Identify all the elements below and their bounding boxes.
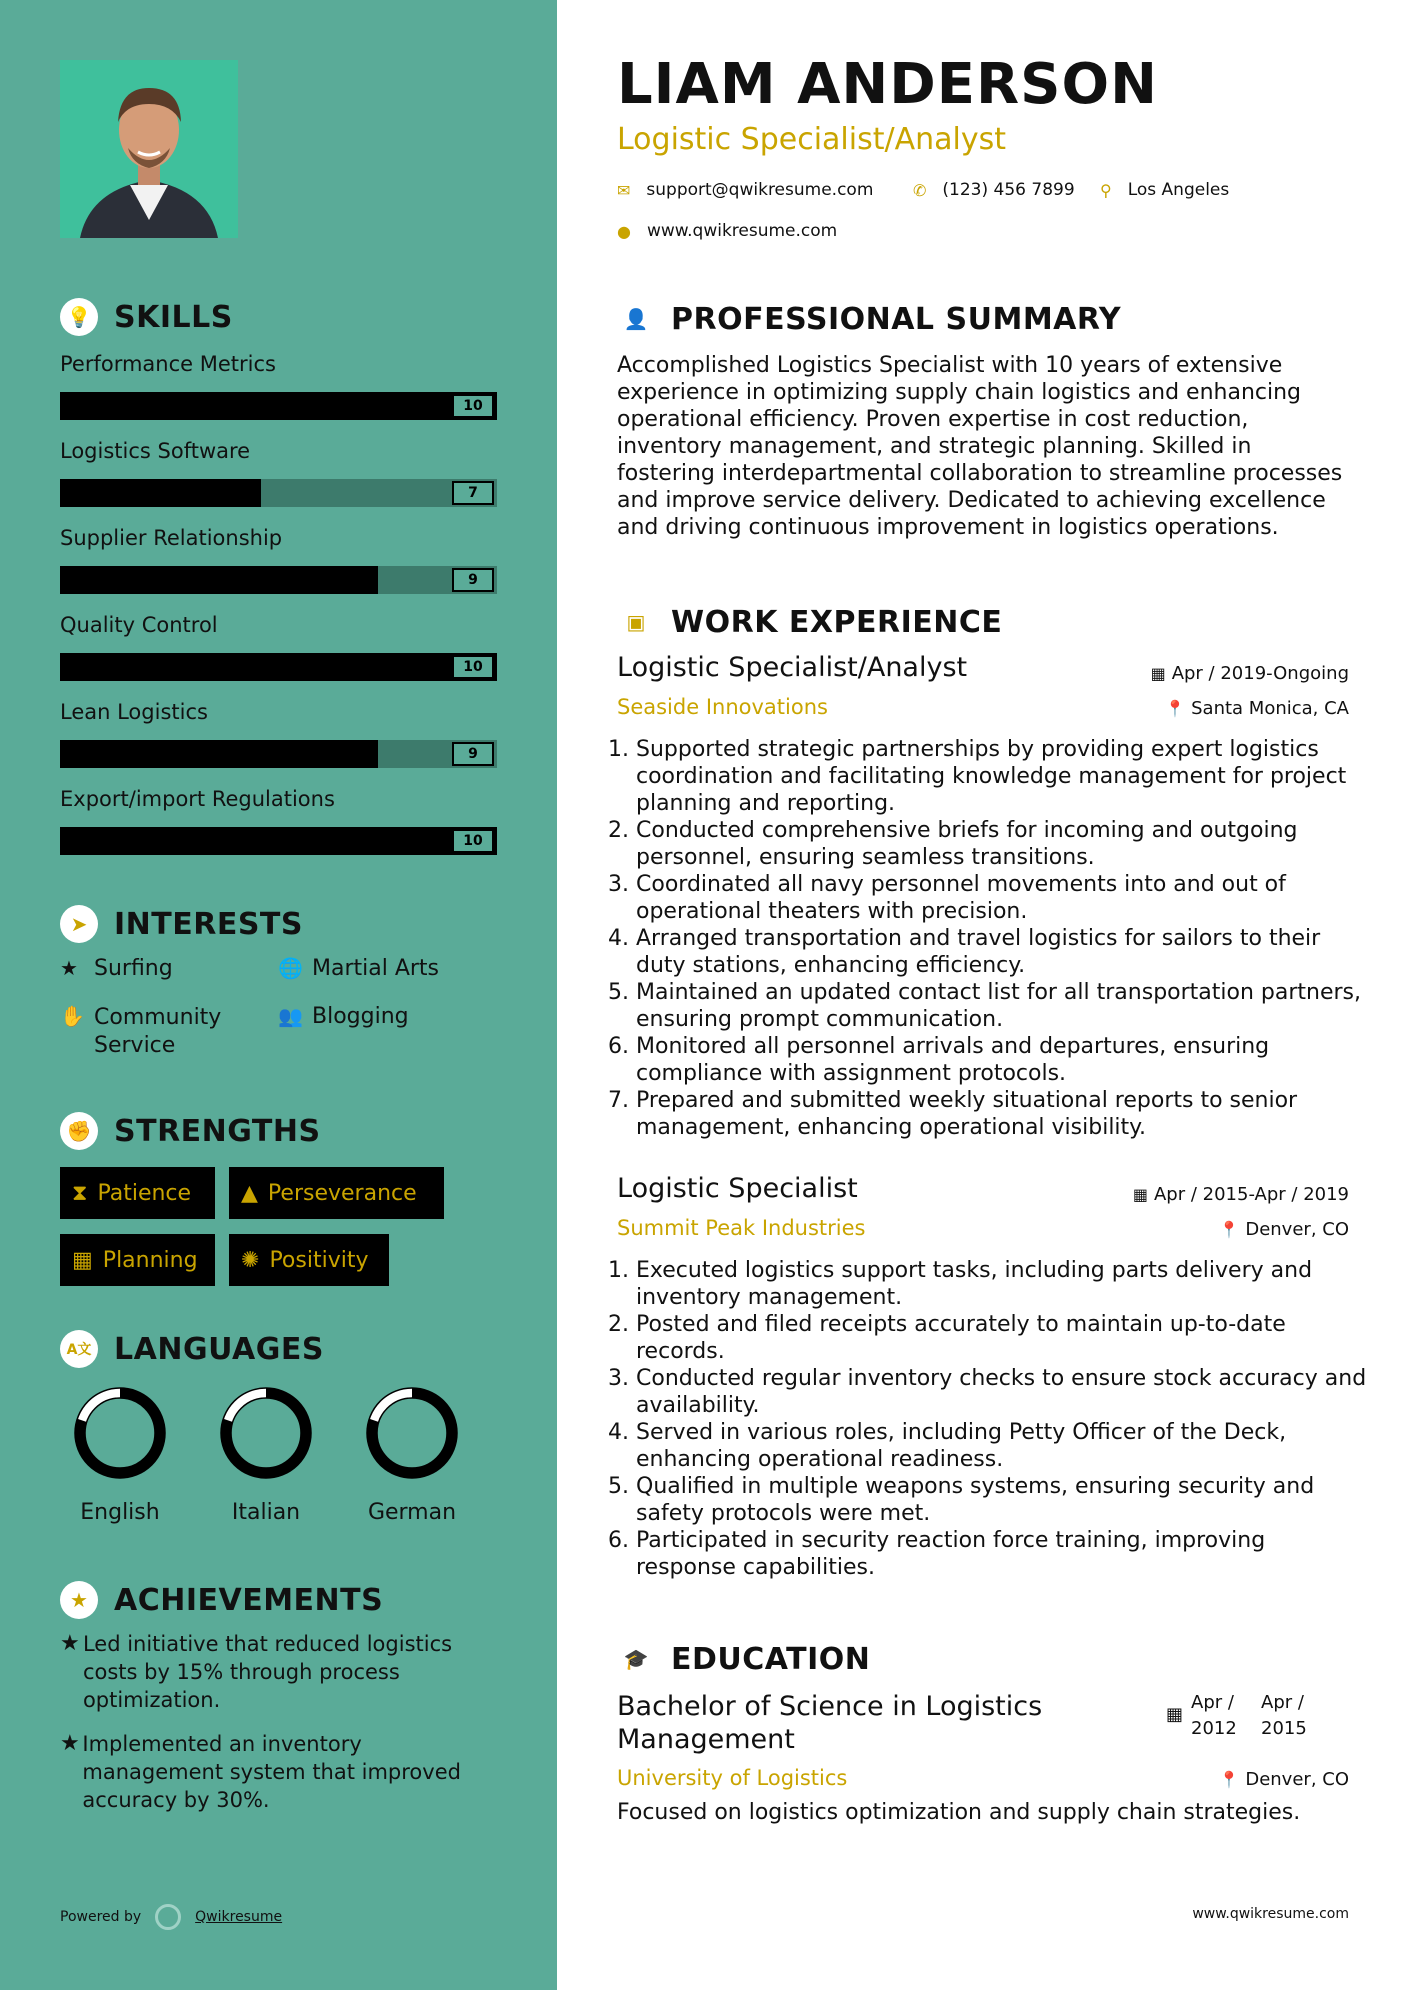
star-icon: ★ bbox=[60, 1731, 80, 1756]
education-location bbox=[1219, 1769, 1349, 1790]
globe-icon: ● bbox=[617, 221, 631, 241]
job-title: Logistic Specialist/Analyst bbox=[617, 652, 968, 683]
user-icon: 👤 bbox=[617, 300, 655, 338]
paper-plane-icon: ➤ bbox=[60, 905, 98, 943]
brand-logo-icon bbox=[155, 1904, 181, 1930]
skill-name: Logistics Software bbox=[60, 439, 251, 463]
job-location bbox=[1219, 1219, 1349, 1240]
job-bullet: 6. Participated in security reaction force training, improving response capabilities. bbox=[636, 1527, 1371, 1581]
job-bullets bbox=[612, 1257, 1371, 1581]
fist-icon: ✊ bbox=[60, 1112, 98, 1150]
language-label: Italian bbox=[231, 1500, 301, 1525]
education-heading bbox=[617, 1640, 870, 1678]
job-company: Summit Peak Industries bbox=[617, 1216, 866, 1240]
job-bullets bbox=[612, 736, 1371, 1141]
strength-badge bbox=[229, 1167, 444, 1219]
skill-bar bbox=[60, 392, 497, 420]
strength-badge bbox=[60, 1167, 215, 1219]
skill-bar bbox=[60, 566, 497, 594]
trophy-star-icon: ★ bbox=[60, 1581, 98, 1619]
candidate-role: Logistic Specialist/Analyst bbox=[617, 122, 1007, 157]
calendar-icon: ▦ bbox=[1132, 1185, 1148, 1204]
job-company: Seaside Innovations bbox=[617, 695, 828, 719]
email-contact bbox=[617, 180, 873, 200]
skill-bar-fill bbox=[60, 827, 497, 855]
briefcase-icon: ▣ bbox=[617, 603, 655, 641]
skill-name: Supplier Relationship bbox=[60, 526, 283, 550]
interest-item bbox=[60, 956, 173, 981]
envelope-icon: ✉ bbox=[617, 180, 631, 200]
interest-label: Blogging bbox=[312, 1004, 409, 1029]
school-name: University of Logistics bbox=[617, 1766, 848, 1790]
date-separator bbox=[1247, 1710, 1261, 1742]
job-bullet: 7. Prepared and submitted weekly situational reports to senior management, enhancing operational visibility. bbox=[636, 1087, 1371, 1141]
education-description: Focused on logistics optimization and supply chain strategies. bbox=[617, 1800, 1301, 1825]
skill-level-badge: 10 bbox=[452, 829, 494, 853]
job-bullet: 2. Conducted comprehensive briefs for incoming and outgoing personnel, ensuring seamless transitions. bbox=[636, 817, 1371, 871]
interest-item bbox=[278, 1004, 409, 1029]
experience-heading bbox=[617, 603, 1002, 641]
pin-icon: 📍 bbox=[1219, 1770, 1240, 1789]
language-label: English bbox=[80, 1500, 160, 1525]
calendar-icon: ▦ bbox=[1166, 1704, 1184, 1725]
road-icon: ▲ bbox=[241, 1180, 258, 1206]
translate-icon: A文 bbox=[60, 1330, 98, 1368]
phone-icon: ✆ bbox=[913, 180, 927, 200]
website-text[interactable]: www.qwikresume.com bbox=[646, 221, 838, 241]
profile-photo bbox=[60, 60, 238, 238]
language-ring bbox=[72, 1385, 168, 1485]
skill-bar bbox=[60, 740, 497, 768]
skill-name: Quality Control bbox=[60, 613, 218, 637]
job-title: Logistic Specialist bbox=[617, 1173, 858, 1204]
job-dates bbox=[1151, 663, 1349, 684]
globe-icon: 🌐 bbox=[278, 956, 303, 980]
skill-bar bbox=[60, 827, 497, 855]
email-text[interactable]: support@qwikresume.com bbox=[646, 180, 874, 200]
language-ring bbox=[364, 1385, 460, 1485]
job-bullet: 5. Qualified in multiple weapons systems, ensuring security and safety protocols were met. bbox=[636, 1473, 1371, 1527]
interest-item bbox=[60, 1004, 260, 1060]
job-bullet: 3. Conducted regular inventory checks to ensure stock accuracy and availability. bbox=[636, 1365, 1371, 1419]
footer-url[interactable]: www.qwikresume.com bbox=[1192, 1906, 1349, 1922]
skill-bar-fill bbox=[60, 392, 497, 420]
job-location bbox=[1165, 698, 1349, 719]
strength-label: Planning bbox=[102, 1247, 198, 1273]
pin-icon: 📍 bbox=[1165, 699, 1186, 718]
calendar-icon: ▦ bbox=[1150, 664, 1166, 683]
education-end: Apr / 2015 bbox=[1261, 1692, 1307, 1739]
job-bullet: 2. Posted and filed receipts accurately to maintain up-to-date records. bbox=[636, 1311, 1371, 1365]
job-dates-text: Apr / 2015-Apr / 2019 bbox=[1153, 1184, 1349, 1205]
lightbulb-icon: 💡 bbox=[60, 298, 98, 336]
job-bullet: 5. Maintained an updated contact list for all transportation partners, ensuring prompt communication. bbox=[636, 979, 1371, 1033]
star-icon: ★ bbox=[60, 1631, 80, 1656]
skill-bar-fill bbox=[60, 740, 378, 768]
job-bullet: 6. Monitored all personnel arrivals and departures, ensuring compliance with assignment protocols. bbox=[636, 1033, 1371, 1087]
hand-icon: ✋ bbox=[60, 1004, 85, 1028]
pin-icon: 📍 bbox=[1219, 1220, 1240, 1239]
location-text: Los Angeles bbox=[1127, 180, 1230, 200]
job-bullet: 1. Executed logistics support tasks, including parts delivery and inventory management. bbox=[636, 1257, 1371, 1311]
candidate-name: LIAM ANDERSON bbox=[617, 52, 1158, 117]
job-bullet: 4. Served in various roles, including Petty Officer of the Deck, enhancing operational readiness. bbox=[636, 1419, 1371, 1473]
sidebar bbox=[0, 0, 557, 1990]
summary-text: Accomplished Logistics Specialist with 10 years of extensive experience in optimizing supply chain logistics and enhancing operational efficiency. Proven expertise in cost reduction, inventory management, and strategic planning. Skilled in fostering interdepartmental collaboration to streamline processes and improve service delivery. Dedicated to achieving excellence and driving continuous improvement in logistics operations. bbox=[617, 353, 1343, 540]
interest-label: Martial Arts bbox=[312, 956, 440, 981]
languages-title: LANGUAGES bbox=[114, 1331, 324, 1367]
education-location-text: Denver, CO bbox=[1245, 1769, 1349, 1790]
achievement-text: Led initiative that reduced logistics costs by 15% through process optimization. bbox=[82, 1632, 453, 1712]
interests-title: INTERESTS bbox=[114, 906, 303, 942]
graduate-icon: 🎓 bbox=[617, 1640, 655, 1678]
job-location-text: Santa Monica, CA bbox=[1191, 698, 1349, 719]
map-pin-icon: ⚲ bbox=[1100, 180, 1112, 200]
sun-icon: ✺ bbox=[241, 1247, 260, 1273]
hourglass-icon: ⧗ bbox=[72, 1180, 88, 1206]
phone-text[interactable]: (123) 456 7899 bbox=[942, 180, 1075, 200]
interest-label: Community Service bbox=[94, 1005, 222, 1058]
calendar-icon: ▦ bbox=[72, 1247, 93, 1273]
skill-name: Lean Logistics bbox=[60, 700, 208, 724]
skill-bar-fill bbox=[60, 653, 497, 681]
job-location-text: Denver, CO bbox=[1245, 1219, 1349, 1240]
skill-level-badge: 7 bbox=[452, 481, 494, 505]
interest-item bbox=[278, 956, 439, 981]
strength-label: Perseverance bbox=[267, 1180, 417, 1206]
job-dates-text: Apr / 2019-Ongoing bbox=[1171, 663, 1349, 684]
skills-title: SKILLS bbox=[114, 299, 233, 335]
achievement-item bbox=[60, 1630, 500, 1714]
experience-title: WORK EXPERIENCE bbox=[671, 604, 1003, 640]
job-bullet: 4. Arranged transportation and travel logistics for sailors to their duty stations, enhancing efficiency. bbox=[636, 925, 1371, 979]
summary-heading bbox=[617, 300, 1121, 338]
achievement-text: Implemented an inventory management system that improved accuracy by 30%. bbox=[82, 1732, 461, 1812]
strength-badge bbox=[60, 1234, 215, 1286]
skill-name: Performance Metrics bbox=[60, 352, 276, 376]
job-bullet: 3. Coordinated all navy personnel movements into and out of operational theaters with precision. bbox=[636, 871, 1371, 925]
education-start: Apr / 2012 bbox=[1191, 1692, 1237, 1739]
strengths-title: STRENGTHS bbox=[114, 1113, 321, 1149]
achievements-heading bbox=[60, 1581, 383, 1619]
skill-bar-fill bbox=[60, 566, 378, 594]
skill-level-badge: 9 bbox=[452, 568, 494, 592]
language-label: German bbox=[367, 1500, 457, 1525]
skill-bar bbox=[60, 479, 497, 507]
languages-heading bbox=[60, 1330, 324, 1368]
skill-level-badge: 9 bbox=[452, 742, 494, 766]
users-icon: 👥 bbox=[278, 1004, 303, 1028]
job-dates bbox=[1133, 1184, 1349, 1205]
skill-name: Export/import Regulations bbox=[60, 787, 335, 811]
website-contact bbox=[617, 221, 837, 241]
education-title: EDUCATION bbox=[671, 1641, 871, 1677]
location-contact bbox=[1100, 180, 1229, 200]
achievements-title: ACHIEVEMENTS bbox=[114, 1582, 384, 1618]
skills-heading bbox=[60, 298, 233, 336]
star-icon: ★ bbox=[60, 956, 78, 980]
degree-title: Bachelor of Science in Logistics Management bbox=[617, 1691, 1043, 1755]
interest-label: Surfing bbox=[94, 956, 173, 981]
strength-label: Patience bbox=[97, 1180, 192, 1206]
education-dates bbox=[1166, 1690, 1317, 1742]
strength-label: Positivity bbox=[269, 1247, 369, 1273]
skill-level-badge: 10 bbox=[452, 394, 494, 418]
powered-by-label: Powered by bbox=[60, 1909, 142, 1925]
powered-by bbox=[60, 1904, 282, 1930]
strength-badge bbox=[229, 1234, 389, 1286]
language-ring bbox=[218, 1385, 314, 1485]
skill-bar-fill bbox=[60, 479, 261, 507]
interests-heading bbox=[60, 905, 303, 943]
skill-level-badge: 10 bbox=[452, 655, 494, 679]
strengths-heading bbox=[60, 1112, 321, 1150]
job-bullet: 1. Supported strategic partnerships by providing expert logistics coordination and facilitating knowledge management for project planning and reporting. bbox=[636, 736, 1371, 817]
skill-bar bbox=[60, 653, 497, 681]
achievement-item bbox=[60, 1730, 500, 1814]
summary-title: PROFESSIONAL SUMMARY bbox=[671, 301, 1122, 337]
phone-contact bbox=[913, 180, 1075, 200]
brand-link[interactable]: Qwikresume bbox=[195, 1909, 283, 1925]
